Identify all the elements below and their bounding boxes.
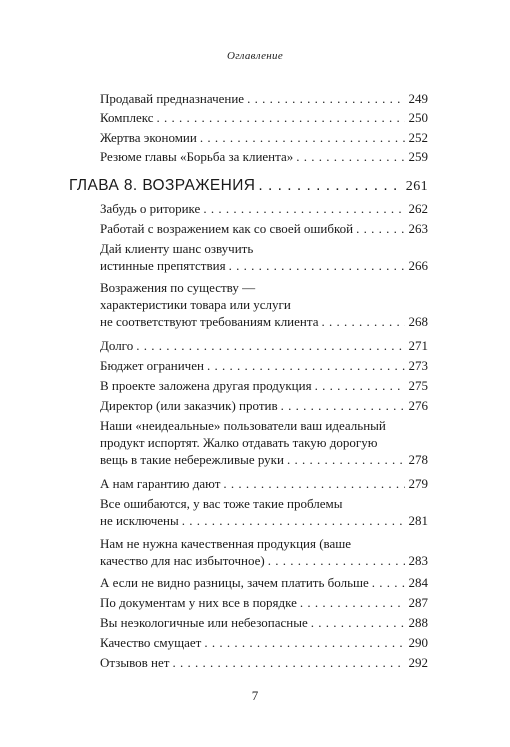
toc-entry[interactable] <box>100 220 428 237</box>
toc-entry[interactable] <box>100 109 428 126</box>
dot-leader <box>136 337 405 354</box>
toc-entry[interactable] <box>100 200 428 217</box>
toc-entry-title: продукт испортят. Жалко отдавать такую дорогую <box>100 435 378 450</box>
toc-entry[interactable] <box>100 357 428 374</box>
toc-entry-title: Вы неэкологичные или небезопасные <box>100 615 308 630</box>
toc-entry-page: 288 <box>408 615 428 630</box>
dot-leader <box>247 90 405 107</box>
toc-entry-title: Качество смущает <box>100 635 202 650</box>
running-head: Оглавление <box>226 50 284 62</box>
toc-entry-page: 276 <box>408 398 428 413</box>
toc-entry[interactable] <box>100 279 428 330</box>
toc-entry-page: 283 <box>408 553 428 568</box>
toc-entry-title: В проекте заложена другая продукция <box>100 378 312 393</box>
toc-entry-page: 273 <box>408 358 428 373</box>
toc-entry-title: истинные препятствия <box>100 258 226 273</box>
dot-leader <box>200 129 405 146</box>
toc-entry[interactable] <box>100 377 428 394</box>
toc-entry-page: 275 <box>408 378 428 393</box>
toc-entry-page: 279 <box>408 476 428 491</box>
toc-entry-page: 292 <box>408 655 428 670</box>
toc-entry-page: 284 <box>408 575 428 590</box>
toc-entry-title: характеристики товара или услуги <box>100 297 291 312</box>
dot-leader <box>315 377 405 394</box>
toc-entry-title: Все ошибаются, у вас тоже такие проблемы <box>100 496 343 511</box>
toc-entry[interactable] <box>100 337 428 354</box>
toc-entry-title: не исключены <box>100 513 179 528</box>
toc-entry[interactable] <box>100 129 428 146</box>
toc-entry-title: Возражения по существу — <box>100 280 256 295</box>
toc-entry-page: 261 <box>405 179 428 194</box>
toc-entry-page: 290 <box>408 635 428 650</box>
toc-chapter-entry[interactable] <box>69 176 428 197</box>
dot-leader <box>287 451 405 468</box>
toc-entry-title: А если не видно разницы, зачем платить больше <box>100 575 369 590</box>
toc-entry[interactable] <box>100 240 428 274</box>
dot-leader <box>258 176 402 196</box>
toc-entry-page: 281 <box>408 513 428 528</box>
dot-leader <box>268 552 405 569</box>
toc-entry-page: 249 <box>408 91 428 106</box>
toc-entry-title: Нам не нужна качественная продукция (ваше <box>100 536 352 551</box>
toc-entry[interactable] <box>100 634 428 651</box>
toc-entry-title: ГЛАВА 8. ВОЗРАЖЕНИЯ <box>69 177 256 194</box>
dot-leader <box>204 634 405 651</box>
dot-leader <box>203 200 405 217</box>
dot-leader <box>300 594 405 611</box>
toc-entry[interactable] <box>100 574 428 591</box>
toc-entry-page: 252 <box>408 130 428 145</box>
toc-entry-page: 266 <box>408 258 428 273</box>
toc-entry[interactable] <box>100 495 428 529</box>
toc-entry-title: Комплекс <box>100 110 154 125</box>
toc-entry-title: вещь в такие небережливые руки <box>100 452 284 467</box>
toc-entry[interactable] <box>100 148 428 165</box>
dot-leader <box>182 512 405 529</box>
toc-entry-page: 268 <box>408 314 428 329</box>
toc-entry-title: Работай с возражением как со своей ошибкой <box>100 221 354 236</box>
dot-leader <box>281 397 405 414</box>
toc-entry-title: А нам гарантию дают <box>100 476 221 491</box>
toc-entry[interactable] <box>100 397 428 414</box>
dot-leader <box>372 574 405 591</box>
toc-entry[interactable] <box>100 654 428 671</box>
toc-entry[interactable] <box>100 90 428 107</box>
toc-entry-title: Отзывов нет <box>100 655 170 670</box>
toc-entry[interactable] <box>100 475 428 492</box>
toc-entry[interactable] <box>100 594 428 611</box>
toc-entry-title: Забудь о риторике <box>100 201 201 216</box>
toc-entry-page: 278 <box>408 452 428 467</box>
toc-entry-title: Наши «неидеальные» пользователи ваш идеальный <box>100 418 386 433</box>
toc-entry-title: Резюме главы «Борьба за клиента» <box>100 149 294 164</box>
toc-entry-title: Продавай предназначение <box>100 91 245 106</box>
dot-leader <box>321 313 405 330</box>
toc-entry-page: 262 <box>408 201 428 216</box>
toc-entry-page: 250 <box>408 110 428 125</box>
page-number: 7 <box>251 688 259 703</box>
dot-leader <box>223 475 405 492</box>
toc-entry-title: Жертва экономии <box>100 130 197 145</box>
toc-entry-page: 259 <box>408 149 428 164</box>
dot-leader <box>311 614 405 631</box>
toc-entry-page: 271 <box>408 338 428 353</box>
toc-entry-title: Директор (или заказчик) против <box>100 398 278 413</box>
toc-entry-title: Долго <box>100 338 134 353</box>
toc-entry-title: По документам у них все в порядке <box>100 595 297 610</box>
toc-entry-title: Бюджет ограничен <box>100 358 204 373</box>
toc-entry[interactable] <box>100 614 428 631</box>
toc-entry-page: 263 <box>408 221 428 236</box>
toc-entry-page: 287 <box>408 595 428 610</box>
dot-leader <box>156 109 405 126</box>
toc-entry-title: не соответствуют требованиям клиента <box>100 314 319 329</box>
dot-leader <box>296 148 405 165</box>
toc-entry[interactable] <box>100 535 428 569</box>
dot-leader <box>229 257 405 274</box>
toc-entry-title: качество для нас избыточное) <box>100 553 265 568</box>
toc-entry-title: Дай клиенту шанс озвучить <box>100 241 254 256</box>
dot-leader <box>356 220 405 237</box>
toc-entry[interactable] <box>100 417 428 468</box>
dot-leader <box>172 654 405 671</box>
dot-leader <box>207 357 405 374</box>
